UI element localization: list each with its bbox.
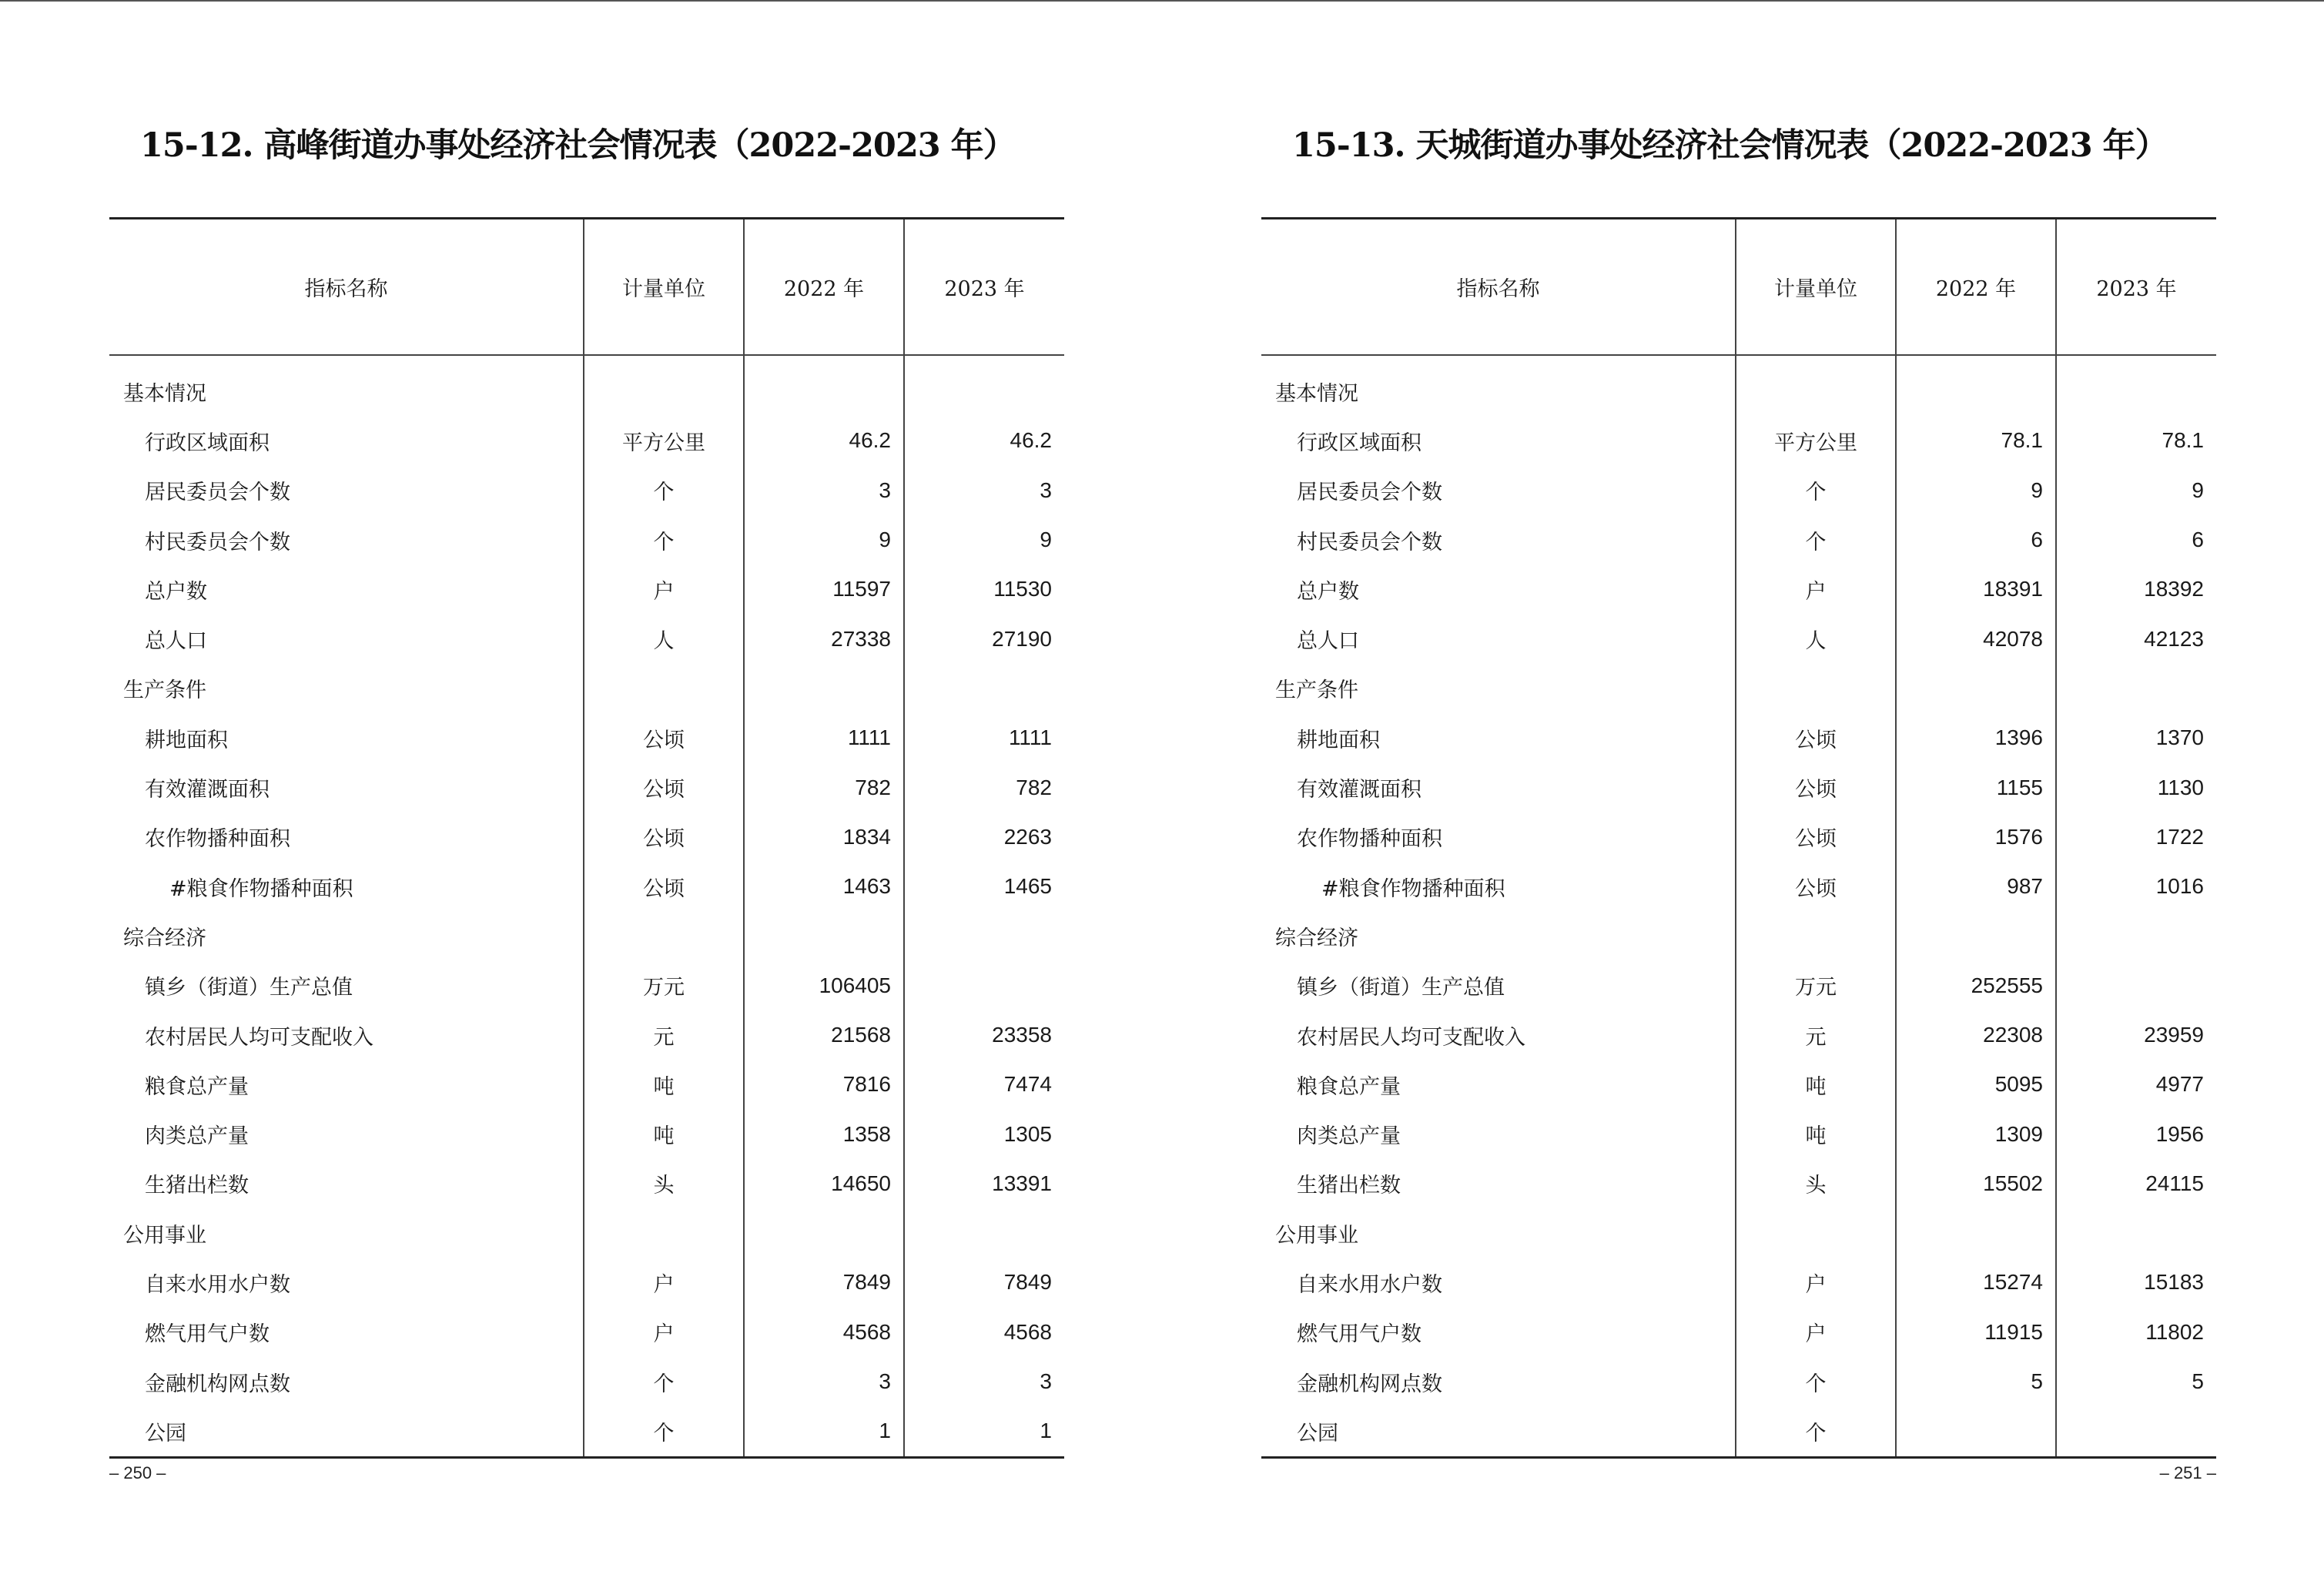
value-2023-cell: 11530	[904, 565, 1064, 614]
value-2023-cell: 13391	[904, 1159, 1064, 1208]
value-2022-cell: 782	[744, 762, 904, 812]
value-2022-cell: 987	[1896, 862, 2056, 911]
value-2023-cell	[2056, 355, 2216, 416]
table-row	[109, 1258, 1064, 1307]
table-row	[109, 911, 1064, 960]
unit-cell: 户	[1736, 565, 1896, 614]
table-row	[1261, 862, 2216, 911]
unit-cell	[584, 355, 744, 416]
value-2022-cell: 21568	[744, 1010, 904, 1060]
value-2022-cell: 11597	[744, 565, 904, 614]
indicator-name-cell: 总人口	[145, 629, 207, 654]
value-2023-cell: 1	[904, 1406, 1064, 1457]
value-2022-cell	[1896, 355, 2056, 416]
unit-cell: 吨	[584, 1109, 744, 1158]
table-row	[109, 355, 1064, 416]
unit-cell: 公顷	[584, 713, 744, 762]
value-2022-cell: 1576	[1896, 812, 2056, 862]
unit-cell: 公顷	[1736, 762, 1896, 812]
indicator-name-cell: 公用事业	[123, 1223, 206, 1248]
value-2022-cell: 46.2	[744, 416, 904, 465]
value-2022-cell	[1896, 1406, 2056, 1457]
value-2023-cell: 18392	[2056, 565, 2216, 614]
indicator-name-cell: 居民委员会个数	[1297, 481, 1442, 505]
indicator-name-cell: 总人口	[1297, 629, 1359, 654]
value-2023-cell: 78.1	[2056, 416, 2216, 465]
indicator-name-cell: 农村居民人均可支配收入	[1297, 1025, 1525, 1050]
value-2023-cell	[904, 1208, 1064, 1258]
unit-cell: 万元	[1736, 961, 1896, 1010]
header-2023: 2023 年	[904, 219, 1064, 356]
table-row	[109, 1060, 1064, 1109]
value-2022-cell: 14650	[744, 1159, 904, 1208]
value-2023-cell: 782	[904, 762, 1064, 812]
indicator-name-cell: 镇乡（街道）生产总值	[1297, 976, 1505, 1000]
indicator-name-cell: 粮食总产量	[1297, 1074, 1401, 1099]
value-2023-cell	[2056, 961, 2216, 1010]
unit-cell	[584, 664, 744, 713]
table-row	[109, 961, 1064, 1010]
value-2022-cell: 15502	[1896, 1159, 2056, 1208]
value-2022-cell: 5	[1896, 1357, 2056, 1406]
value-2022-cell	[744, 664, 904, 713]
unit-cell: 公顷	[1736, 812, 1896, 862]
indicator-name-cell: 自来水用水户数	[1297, 1272, 1442, 1297]
stats-table	[1261, 217, 2216, 1459]
value-2022-cell: 15274	[1896, 1258, 2056, 1307]
value-2023-cell: 2263	[904, 812, 1064, 862]
value-2022-cell: 27338	[744, 614, 904, 663]
table-row	[109, 565, 1064, 614]
value-2022-cell: 7816	[744, 1060, 904, 1109]
unit-cell: 个	[584, 466, 744, 515]
value-2023-cell	[2056, 1208, 2216, 1258]
value-2022-cell: 1111	[744, 713, 904, 762]
value-2023-cell: 15183	[2056, 1258, 2216, 1307]
value-2022-cell: 3	[744, 466, 904, 515]
value-2023-cell	[2056, 664, 2216, 713]
table-header-row	[1261, 219, 2216, 356]
unit-cell: 公顷	[584, 862, 744, 911]
unit-cell: 人	[1736, 614, 1896, 663]
value-2022-cell	[1896, 911, 2056, 960]
unit-cell: 公顷	[584, 812, 744, 862]
indicator-name-cell: 总户数	[1297, 579, 1359, 604]
indicator-name-cell: 农作物播种面积	[1297, 827, 1442, 852]
unit-cell	[1736, 355, 1896, 416]
value-2023-cell: 4977	[2056, 1060, 2216, 1109]
table-row	[1261, 1357, 2216, 1406]
table-row	[1261, 1060, 2216, 1109]
indicator-name-cell: 生产条件	[1275, 678, 1358, 703]
value-2022-cell: 7849	[744, 1258, 904, 1307]
stats-table	[109, 217, 1064, 1459]
value-2023-cell: 1370	[2056, 713, 2216, 762]
table-row	[1261, 614, 2216, 663]
value-2022-cell: 42078	[1896, 614, 2056, 663]
value-2023-cell: 6	[2056, 515, 2216, 565]
unit-cell: 户	[584, 565, 744, 614]
unit-cell	[1736, 911, 1896, 960]
table-row	[109, 1010, 1064, 1060]
value-2023-cell: 1016	[2056, 862, 2216, 911]
unit-cell: 公顷	[1736, 862, 1896, 911]
value-2022-cell	[1896, 1208, 2056, 1258]
table-row	[1261, 515, 2216, 565]
indicator-name-cell: 金融机构网点数	[145, 1372, 290, 1396]
table-row	[1261, 565, 2216, 614]
table-row	[1261, 1159, 2216, 1208]
value-2023-cell: 9	[904, 515, 1064, 565]
value-2022-cell: 4568	[744, 1308, 904, 1357]
indicator-name-cell: 公园	[1297, 1421, 1338, 1446]
unit-cell: 平方公里	[1736, 416, 1896, 465]
value-2022-cell: 3	[744, 1357, 904, 1406]
value-2022-cell	[1896, 664, 2056, 713]
unit-cell: 头	[1736, 1159, 1896, 1208]
indicator-name-cell: 生产条件	[123, 678, 206, 703]
unit-cell: 个	[1736, 1357, 1896, 1406]
unit-cell	[584, 1208, 744, 1258]
header-2022: 2022 年	[1896, 219, 2056, 356]
table-row	[1261, 466, 2216, 515]
header-indicator-name: 指标名称	[1261, 219, 1736, 356]
unit-cell: 平方公里	[584, 416, 744, 465]
value-2023-cell: 23358	[904, 1010, 1064, 1060]
value-2023-cell: 3	[904, 466, 1064, 515]
indicator-name-cell: 公园	[145, 1421, 186, 1446]
unit-cell: 个	[584, 1357, 744, 1406]
unit-cell	[1736, 664, 1896, 713]
indicator-name-cell: 燃气用气户数	[1297, 1322, 1422, 1347]
table-row	[109, 713, 1064, 762]
unit-cell	[1736, 1208, 1896, 1258]
page-title: 15-12. 高峰街道办事处经济社会情况表（2022-2023 年）	[140, 126, 1016, 165]
value-2023-cell: 27190	[904, 614, 1064, 663]
value-2023-cell: 4568	[904, 1308, 1064, 1357]
table-row	[1261, 355, 2216, 416]
indicator-name-cell: 耕地面积	[145, 728, 228, 752]
table-row	[109, 1208, 1064, 1258]
unit-cell: 人	[584, 614, 744, 663]
value-2023-cell	[904, 664, 1064, 713]
indicator-name-cell: 镇乡（街道）生产总值	[145, 976, 353, 1000]
value-2023-cell	[904, 355, 1064, 416]
unit-cell: 个	[1736, 466, 1896, 515]
value-2023-cell: 3	[904, 1357, 1064, 1406]
indicator-name-cell: 综合经济	[123, 926, 206, 950]
header-indicator-name: 指标名称	[109, 219, 584, 356]
value-2023-cell: 1305	[904, 1109, 1064, 1158]
value-2022-cell: 6	[1896, 515, 2056, 565]
table-row	[109, 862, 1064, 911]
left-page	[109, 0, 1064, 1588]
value-2023-cell: 7849	[904, 1258, 1064, 1307]
value-2022-cell	[744, 911, 904, 960]
value-2023-cell	[904, 961, 1064, 1010]
indicator-name-cell: 村民委员会个数	[145, 530, 290, 554]
table-row	[1261, 664, 2216, 713]
table-row	[109, 1308, 1064, 1357]
table-row	[109, 614, 1064, 663]
unit-cell: 吨	[1736, 1060, 1896, 1109]
table-row	[1261, 1258, 2216, 1307]
header-unit: 计量单位	[1736, 219, 1896, 356]
unit-cell: 户	[584, 1308, 744, 1357]
table-row	[109, 515, 1064, 565]
table-row	[109, 1109, 1064, 1158]
value-2023-cell: 1722	[2056, 812, 2216, 862]
value-2023-cell: 7474	[904, 1060, 1064, 1109]
unit-cell: 户	[584, 1258, 744, 1307]
value-2023-cell: 5	[2056, 1357, 2216, 1406]
right-page	[1261, 0, 2216, 1588]
table-body	[1261, 355, 2216, 1457]
value-2022-cell	[744, 355, 904, 416]
indicator-name-cell: 金融机构网点数	[1297, 1372, 1442, 1396]
unit-cell	[584, 911, 744, 960]
table-row	[109, 1159, 1064, 1208]
indicator-name-cell: 农村居民人均可支配收入	[145, 1025, 373, 1050]
unit-cell: 个	[584, 515, 744, 565]
value-2023-cell: 24115	[2056, 1159, 2216, 1208]
indicator-name-cell: 居民委员会个数	[145, 481, 290, 505]
indicator-name-cell: 生猪出栏数	[145, 1174, 249, 1198]
value-2022-cell: 9	[744, 515, 904, 565]
table-row	[1261, 1109, 2216, 1158]
value-2022-cell: 1463	[744, 862, 904, 911]
table-body	[109, 355, 1064, 1457]
unit-cell: 元	[1736, 1010, 1896, 1060]
indicator-name-cell: 耕地面积	[1297, 728, 1380, 752]
indicator-name-cell: 村民委员会个数	[1297, 530, 1442, 554]
value-2022-cell: 18391	[1896, 565, 2056, 614]
unit-cell: 吨	[584, 1060, 744, 1109]
value-2023-cell: 9	[2056, 466, 2216, 515]
page-title: 15-13. 天城街道办事处经济社会情况表（2022-2023 年）	[1292, 126, 2168, 165]
indicator-name-cell: 总户数	[145, 579, 207, 604]
table-row	[109, 466, 1064, 515]
page-number: – 251 –	[2159, 1463, 2216, 1482]
unit-cell: 户	[1736, 1308, 1896, 1357]
indicator-name-cell: 肉类总产量	[1297, 1124, 1401, 1149]
indicator-name-cell: #粮食作物播种面积	[169, 876, 353, 901]
value-2023-cell: 23959	[2056, 1010, 2216, 1060]
value-2022-cell: 78.1	[1896, 416, 2056, 465]
value-2022-cell: 1155	[1896, 762, 2056, 812]
table-row	[109, 1357, 1064, 1406]
unit-cell: 头	[584, 1159, 744, 1208]
value-2022-cell: 106405	[744, 961, 904, 1010]
value-2023-cell: 46.2	[904, 416, 1064, 465]
unit-cell: 个	[584, 1406, 744, 1457]
unit-cell: 公顷	[584, 762, 744, 812]
table-row	[109, 664, 1064, 713]
value-2022-cell: 22308	[1896, 1010, 2056, 1060]
value-2022-cell: 1	[744, 1406, 904, 1457]
table-row	[1261, 1406, 2216, 1457]
table-row	[1261, 416, 2216, 465]
unit-cell: 元	[584, 1010, 744, 1060]
table-row	[1261, 812, 2216, 862]
indicator-name-cell: 行政区域面积	[1297, 431, 1422, 455]
table-row	[1261, 911, 2216, 960]
unit-cell: 吨	[1736, 1109, 1896, 1158]
value-2023-cell	[2056, 1406, 2216, 1457]
indicator-name-cell: 燃气用气户数	[145, 1322, 270, 1347]
value-2023-cell	[904, 911, 1064, 960]
indicator-name-cell: 基本情况	[1275, 381, 1358, 406]
indicator-name-cell: 综合经济	[1275, 926, 1358, 950]
value-2022-cell: 5095	[1896, 1060, 2056, 1109]
page-number: – 250 –	[109, 1463, 166, 1482]
table-row	[109, 1406, 1064, 1457]
value-2022-cell: 1834	[744, 812, 904, 862]
value-2022-cell: 11915	[1896, 1308, 2056, 1357]
indicator-name-cell: 自来水用水户数	[145, 1272, 290, 1297]
indicator-name-cell: #粮食作物播种面积	[1321, 876, 1505, 901]
value-2022-cell: 9	[1896, 466, 2056, 515]
header-2022: 2022 年	[744, 219, 904, 356]
table-row	[1261, 1308, 2216, 1357]
value-2022-cell	[744, 1208, 904, 1258]
table-header-row	[109, 219, 1064, 356]
indicator-name-cell: 粮食总产量	[145, 1074, 249, 1099]
indicator-name-cell: 基本情况	[123, 381, 206, 406]
value-2022-cell: 1358	[744, 1109, 904, 1158]
table-row	[109, 416, 1064, 465]
unit-cell: 个	[1736, 515, 1896, 565]
table-row	[1261, 762, 2216, 812]
value-2023-cell: 1111	[904, 713, 1064, 762]
unit-cell: 万元	[584, 961, 744, 1010]
table-row	[109, 762, 1064, 812]
value-2022-cell: 252555	[1896, 961, 2056, 1010]
indicator-name-cell: 有效灌溉面积	[1297, 778, 1422, 802]
value-2022-cell: 1396	[1896, 713, 2056, 762]
value-2023-cell: 11802	[2056, 1308, 2216, 1357]
value-2023-cell: 1956	[2056, 1109, 2216, 1158]
indicator-name-cell: 有效灌溉面积	[145, 778, 270, 802]
value-2023-cell: 42123	[2056, 614, 2216, 663]
unit-cell: 户	[1736, 1258, 1896, 1307]
table-row	[1261, 961, 2216, 1010]
unit-cell: 公顷	[1736, 713, 1896, 762]
header-unit: 计量单位	[584, 219, 744, 356]
table-row	[1261, 1208, 2216, 1258]
table-row	[109, 812, 1064, 862]
indicator-name-cell: 肉类总产量	[145, 1124, 249, 1149]
unit-cell: 个	[1736, 1406, 1896, 1457]
value-2023-cell: 1465	[904, 862, 1064, 911]
indicator-name-cell: 农作物播种面积	[145, 827, 290, 852]
indicator-name-cell: 行政区域面积	[145, 431, 270, 455]
value-2022-cell: 1309	[1896, 1109, 2056, 1158]
table-row	[1261, 713, 2216, 762]
table-row	[1261, 1010, 2216, 1060]
value-2023-cell: 1130	[2056, 762, 2216, 812]
indicator-name-cell: 公用事业	[1275, 1223, 1358, 1248]
indicator-name-cell: 生猪出栏数	[1297, 1174, 1401, 1198]
value-2023-cell	[2056, 911, 2216, 960]
header-2023: 2023 年	[2056, 219, 2216, 356]
